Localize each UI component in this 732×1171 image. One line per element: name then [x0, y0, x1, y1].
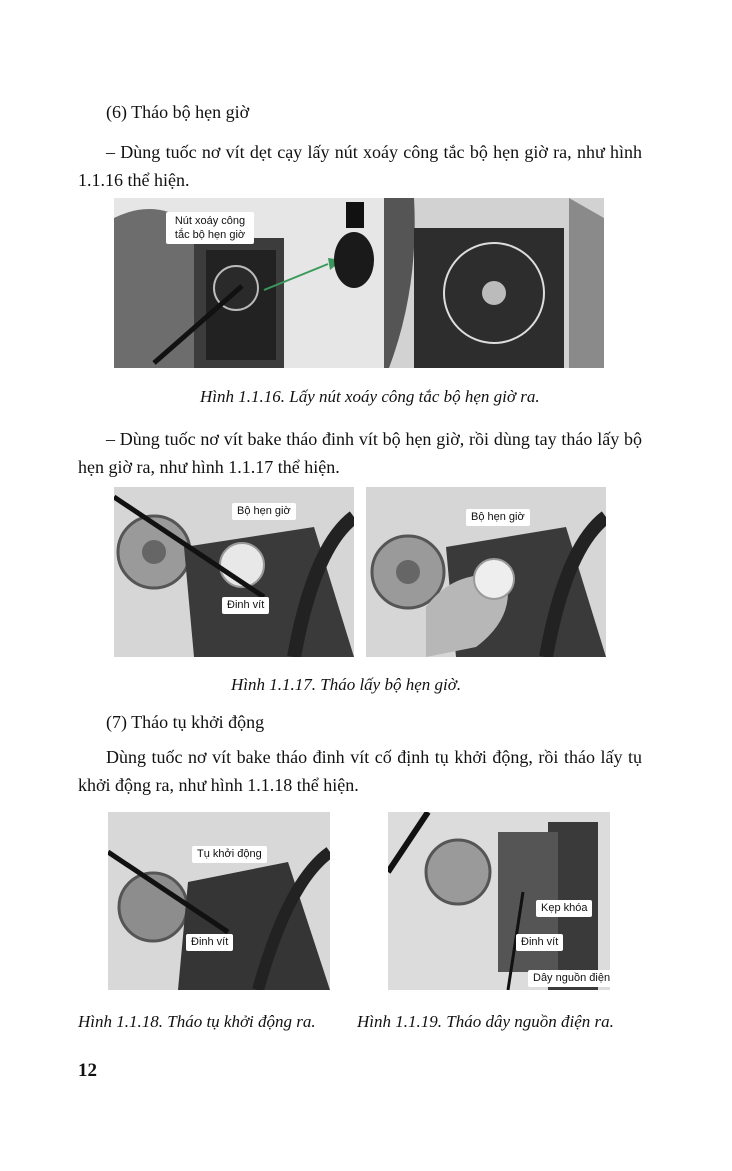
label-knob: Nút xoáy công tắc bộ hẹn giờ — [166, 212, 254, 244]
section-heading-7: (7) Tháo tụ khởi động — [106, 712, 265, 732]
figure-1-1-18-caption: Hình 1.1.18. Tháo tụ khởi động ra. — [78, 1012, 316, 1031]
page-number: 12 — [78, 1060, 97, 1081]
section-heading-6: (6) Tháo bộ hẹn giờ — [106, 102, 250, 122]
figure-1-1-17-right-photo — [366, 487, 606, 657]
paragraph-capacitor: Dùng tuốc nơ vít bake tháo đinh vít cố định tụ khởi động, rồi tháo lấy tụ khởi động ra, như hình 1.1.18 thể hiện. — [78, 747, 642, 795]
paragraph-step-timer: – Dùng tuốc nơ vít bake tháo đinh vít bộ hẹn giờ, rồi dùng tay tháo lấy bộ hẹn giờ ra, như hình 1.1.17 thể hiện. — [78, 429, 642, 477]
label-power-cord: Dây nguồn điện — [528, 970, 610, 987]
figure-1-1-17-left-photo — [114, 487, 354, 657]
capacitor-illustration — [108, 812, 330, 990]
figure-1-1-18-photo — [108, 812, 330, 990]
label-screw-fig17: Đinh vít — [222, 597, 269, 614]
label-clip: Kẹp khóa — [536, 900, 592, 917]
figure-1-1-16-caption: Hình 1.1.16. Lấy nút xoáy công tắc bộ hẹn giờ ra. — [200, 387, 540, 406]
label-capacitor: Tụ khởi động — [192, 846, 267, 863]
figure-1-1-17-caption: Hình 1.1.17. Tháo lấy bộ hẹn giờ. — [231, 675, 462, 694]
figure-1-1-16-photo — [114, 198, 604, 368]
label-screw-fig18: Đinh vít — [186, 934, 233, 951]
figure-1-1-19-caption: Hình 1.1.19. Tháo dây nguồn điện ra. — [357, 1012, 614, 1031]
figure-1-1-19-photo — [388, 812, 610, 990]
label-screw-fig19: Đinh vít — [516, 934, 563, 951]
paragraph-step-knob: – Dùng tuốc nơ vít dẹt cạy lấy nút xoáy công tắc bộ hẹn giờ ra, như hình 1.1.16 thể hiện. — [78, 142, 642, 190]
label-timer-right: Bộ hẹn giờ — [466, 509, 530, 526]
label-timer-left: Bộ hẹn giờ — [232, 503, 296, 520]
